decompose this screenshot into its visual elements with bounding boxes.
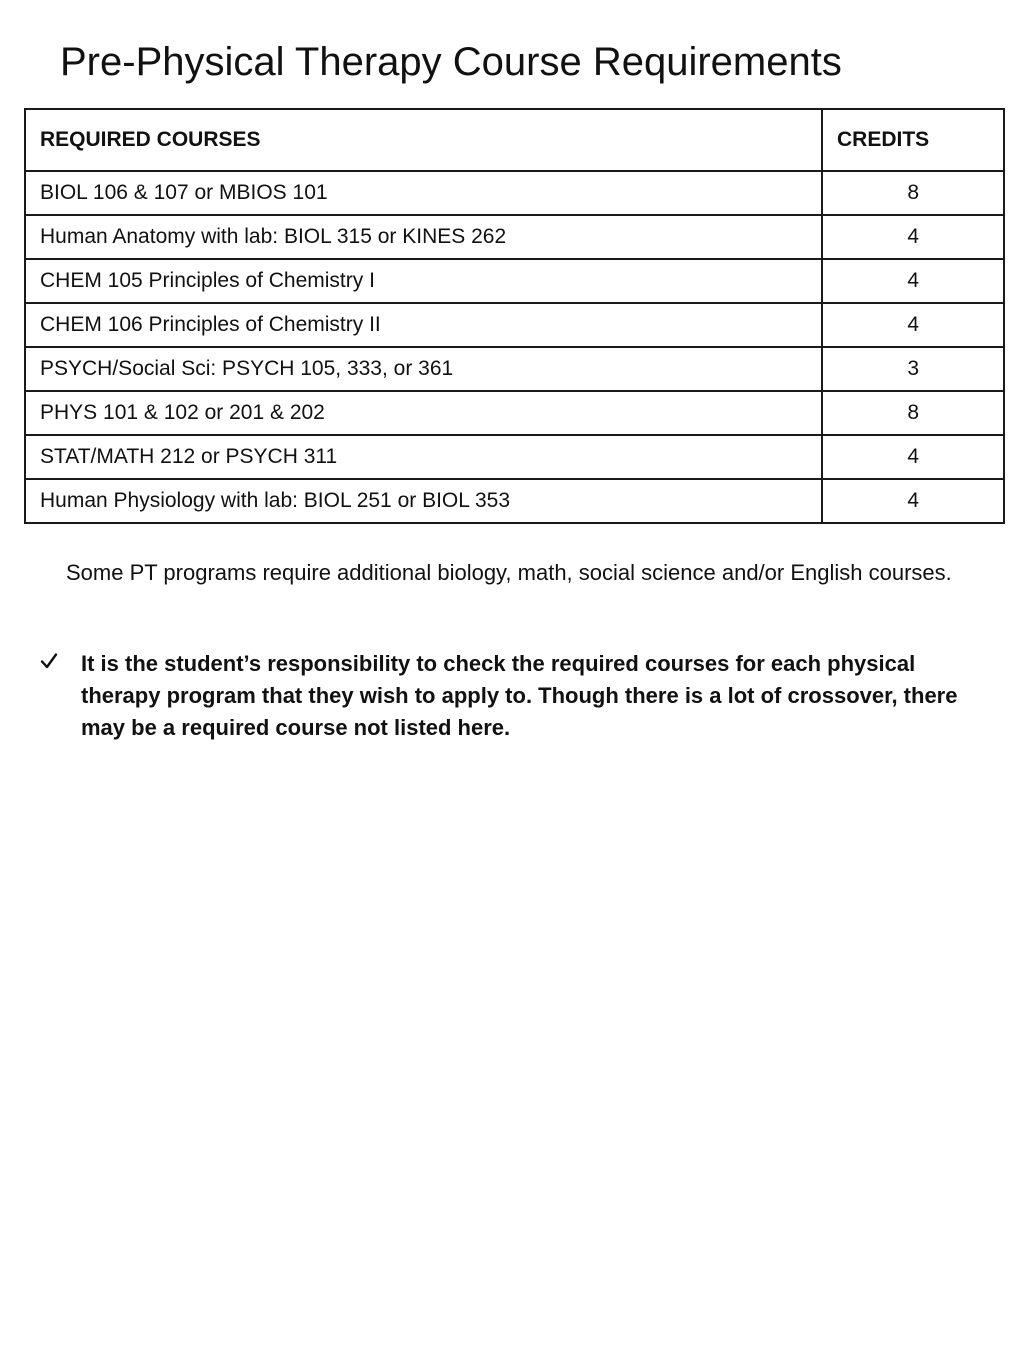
header-required-courses: REQUIRED COURSES — [25, 109, 822, 171]
table-row — [25, 303, 1004, 347]
credits-cell: 4 — [822, 303, 1004, 347]
course-cell: PSYCH/Social Sci: PSYCH 105, 333, or 361 — [25, 347, 822, 391]
page-title: Pre-Physical Therapy Course Requirements — [60, 40, 842, 84]
table-row — [25, 171, 1004, 215]
course-cell: STAT/MATH 212 or PSYCH 311 — [25, 435, 822, 479]
credits-cell: 8 — [822, 391, 1004, 435]
credits-cell: 4 — [822, 479, 1004, 523]
course-cell: Human Anatomy with lab: BIOL 315 or KINES 262 — [25, 215, 822, 259]
course-requirements-table — [24, 108, 1005, 524]
checkmark-icon — [40, 648, 81, 744]
header-credits: CREDITS — [822, 109, 1004, 171]
table-row — [25, 347, 1004, 391]
course-cell: BIOL 106 & 107 or MBIOS 101 — [25, 171, 822, 215]
course-cell: CHEM 105 Principles of Chemistry I — [25, 259, 822, 303]
table-row — [25, 215, 1004, 259]
credits-cell: 4 — [822, 259, 1004, 303]
responsibility-text: It is the student’s responsibility to check the required courses for each physical therapy program that they wish to apply to. Though there is a lot of crossover, there may be a required course not listed here. — [81, 651, 958, 740]
course-cell: Human Physiology with lab: BIOL 251 or BIOL 353 — [25, 479, 822, 523]
table-row — [25, 391, 1004, 435]
table-row — [25, 259, 1004, 303]
table-row — [25, 479, 1004, 523]
additional-requirements-note: Some PT programs require additional biology, math, social science and/or English courses. — [66, 560, 952, 585]
course-cell: PHYS 101 & 102 or 201 & 202 — [25, 391, 822, 435]
responsibility-checklist-item — [40, 648, 970, 744]
table-row — [25, 435, 1004, 479]
credits-cell: 8 — [822, 171, 1004, 215]
credits-cell: 4 — [822, 435, 1004, 479]
table-header-row — [25, 109, 1004, 171]
credits-cell: 4 — [822, 215, 1004, 259]
course-cell: CHEM 106 Principles of Chemistry II — [25, 303, 822, 347]
credits-cell: 3 — [822, 347, 1004, 391]
